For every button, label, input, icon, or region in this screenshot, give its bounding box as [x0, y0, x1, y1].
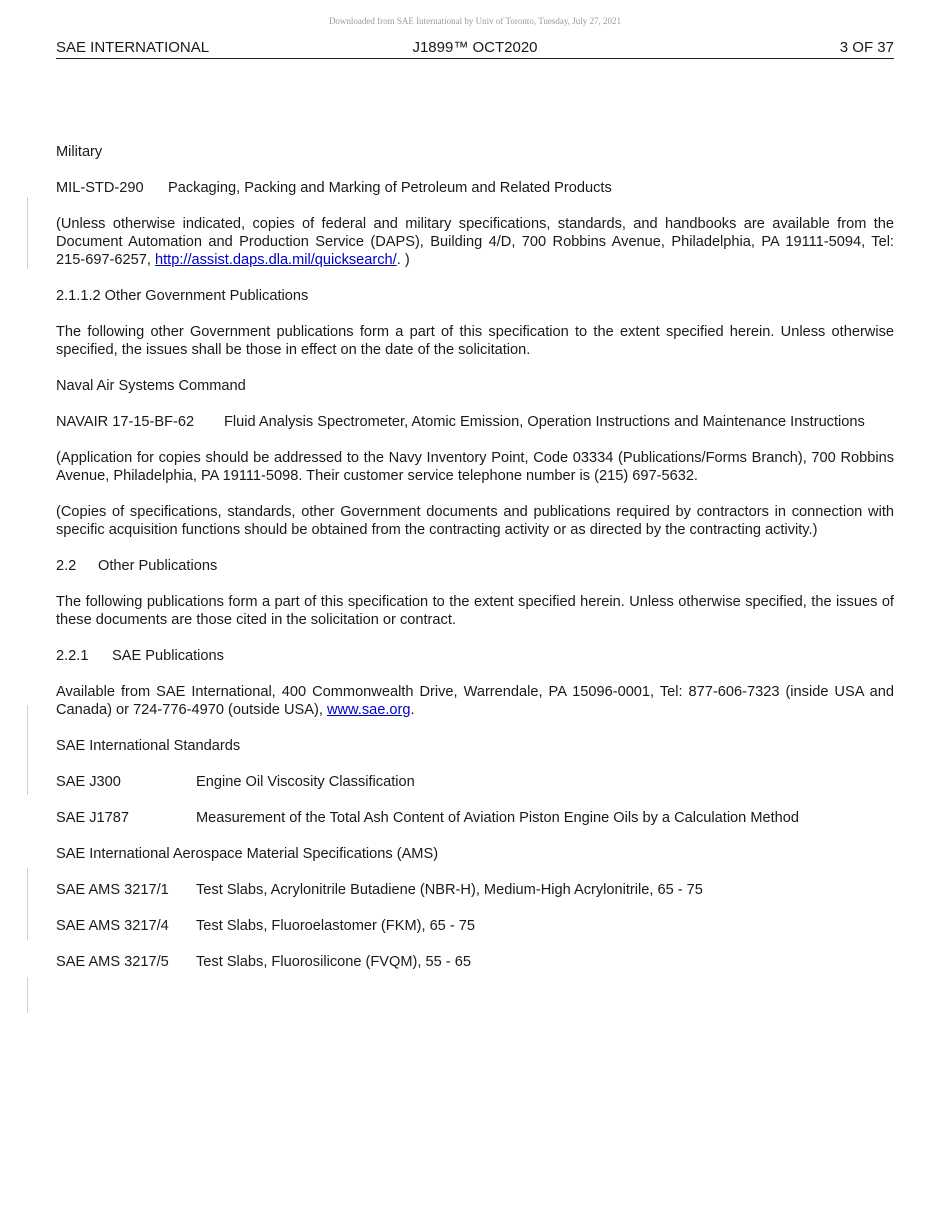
copies-note: (Application for copies should be addressed to the Navy Inventory Point, Code 03334 (Publications/Forms Branch), 700 Robbins Avenue, Philadelphia, PA 19111-5098. Their customer service telephone number is (215) 697-5632. [56, 450, 894, 484]
change-bar [27, 197, 28, 269]
reference-entry [56, 413, 894, 431]
section-intro: The following publications form a part of this specification to the extent specified herein. Unless otherwise specified, the issues of these documents are those cited in the solicitation or contract. [56, 594, 894, 628]
reference-title: Packaging, Packing and Marking of Petroleum and Related Products [168, 180, 612, 196]
section-number: 2.2 [56, 558, 77, 574]
reference-code: SAE AMS 3217/1 [56, 882, 169, 898]
section-title: SAE Publications [112, 648, 224, 664]
reference-title: Test Slabs, Acrylonitrile Butadiene (NBR-H), Medium-High Acrylonitrile, 65 - 75 [196, 882, 703, 898]
document-body [56, 143, 894, 989]
change-bar [27, 705, 28, 795]
change-bar [27, 868, 28, 940]
section-heading-2-2-1 [56, 647, 894, 665]
reference-code: SAE J300 [56, 774, 121, 790]
assist-link[interactable]: http://assist.daps.dla.mil/quicksearch/ [155, 252, 397, 268]
reference-entry [56, 917, 894, 935]
copies-note: (Copies of specifications, standards, other Government documents and publications required by contractors in connection with specific acquisition functions should be obtained from the contracting activity or as directed by the contracting activity.) [56, 504, 894, 538]
section-intro: The following other Government publications form a part of this specification to the extent specified herein. Unless otherwise specified, the issues shall be those in effect on the date of the solicitation. [56, 324, 894, 358]
reference-entry [56, 953, 894, 971]
reference-code: SAE AMS 3217/5 [56, 954, 169, 970]
section-title: Other Publications [98, 558, 218, 574]
reference-title: Test Slabs, Fluoroelastomer (FKM), 65 - 75 [196, 918, 475, 934]
sae-availability-text: Available from SAE International, 400 Commonwealth Drive, Warrendale, PA 15096-0001, Tel: 877-606-7323 (inside USA and Canada) or 724-776-4970 (outside USA), [56, 684, 894, 718]
availability-note [56, 215, 894, 269]
header-org: SAE INTERNATIONAL [56, 39, 210, 56]
reference-code: NAVAIR 17-15-BF-62 [56, 414, 195, 430]
download-watermark: Downloaded from SAE International by Univ of Toronto, Tuesday, July 27, 2021 [328, 16, 622, 26]
availability-note-text: (Unless otherwise indicated, copies of federal and military specifications, standards, and handbooks are available from the Document Automation and Production Service (DAPS), Building 4/D, 700 Robbins Avenue, Philadelphia, PA 19111-5094, Tel: 215-697-6257, [56, 216, 894, 268]
reference-entry [56, 809, 894, 827]
reference-title: Engine Oil Viscosity Classification [196, 774, 415, 790]
sae-availability [56, 683, 894, 719]
change-bar [27, 977, 28, 1013]
page-header [56, 38, 894, 59]
ams-heading: SAE International Aerospace Material Specifications (AMS) [56, 846, 439, 862]
section-number: 2.2.1 [56, 648, 89, 664]
section-heading-2-1-1-2: 2.1.1.2 Other Government Publications [56, 288, 309, 304]
reference-title: Fluid Analysis Spectrometer, Atomic Emission, Operation Instructions and Maintenance Instructions [224, 414, 865, 430]
military-heading: Military [56, 144, 103, 160]
reference-code: SAE AMS 3217/4 [56, 918, 169, 934]
availability-note-end: . ) [396, 252, 410, 268]
reference-title: Measurement of the Total Ash Content of Aviation Piston Engine Oils by a Calculation Method [196, 810, 800, 826]
reference-title: Test Slabs, Fluorosilicone (FVQM), 55 - 65 [196, 954, 471, 970]
section-heading-2-2 [56, 557, 894, 575]
standards-heading: SAE International Standards [56, 738, 241, 754]
reference-entry [56, 881, 894, 899]
reference-entry [56, 773, 894, 791]
sae-availability-end: . [410, 702, 415, 718]
reference-entry [56, 179, 894, 197]
header-page-number: 3 OF 37 [839, 39, 894, 56]
header-doc-id: J1899™ OCT2020 [412, 39, 538, 56]
sae-website-link[interactable]: www.sae.org [326, 702, 411, 718]
org-heading: Naval Air Systems Command [56, 378, 246, 394]
reference-code: MIL-STD-290 [56, 180, 144, 196]
reference-code: SAE J1787 [56, 810, 130, 826]
